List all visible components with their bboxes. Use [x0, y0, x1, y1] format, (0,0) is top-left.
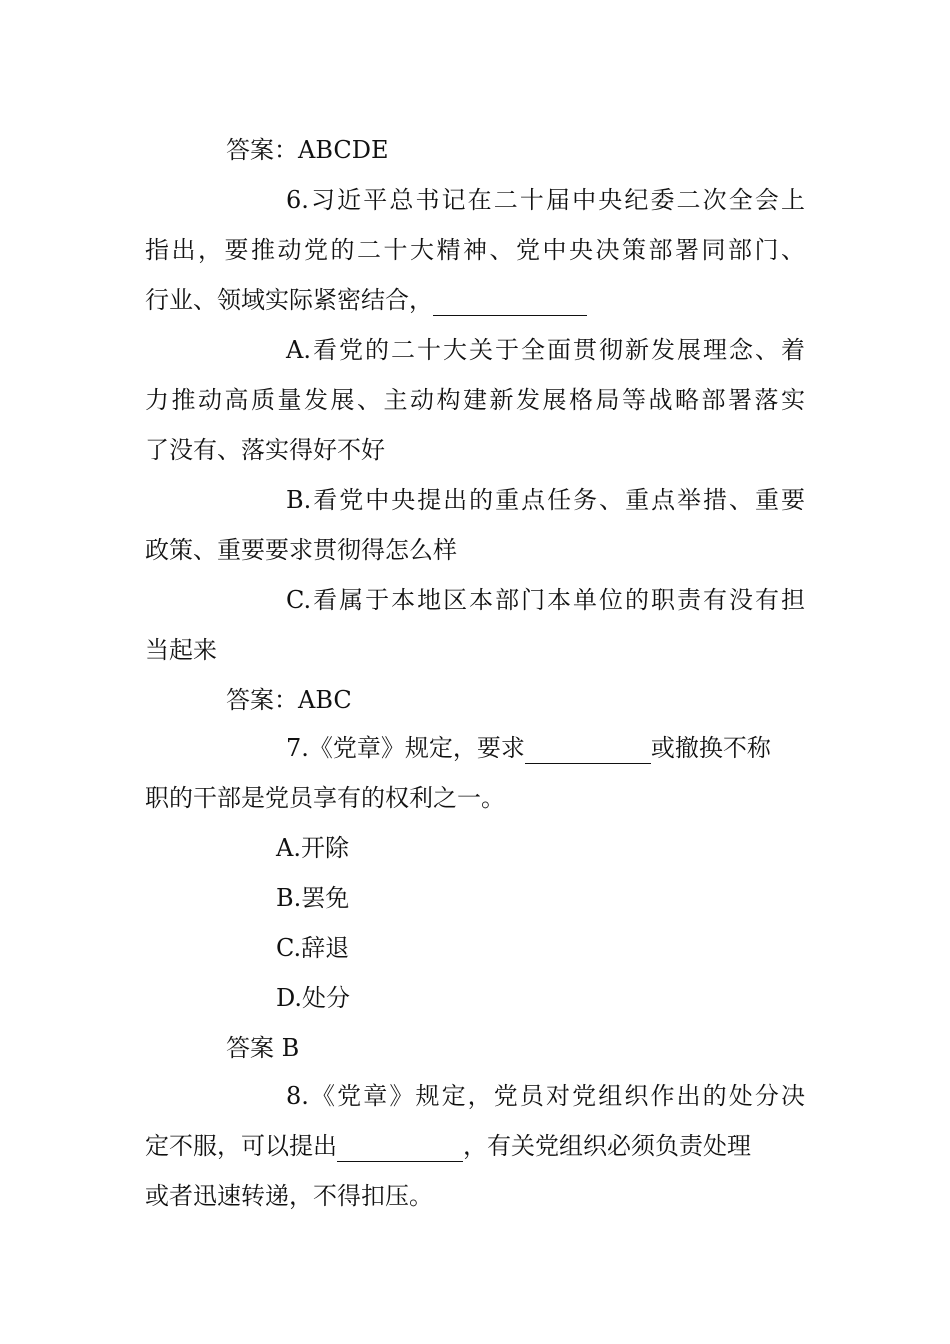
question-6-line-3 — [145, 285, 587, 316]
question-text: 《党章》规定，党员对党组织作出的处分决 — [308, 1082, 805, 1110]
question-text: 行业、领域实际紧密结合， — [145, 286, 433, 314]
question-8-line-2 — [145, 1131, 751, 1162]
option-6c-line-2: 当起来 — [145, 636, 217, 664]
option-7c: C.辞退 — [276, 934, 350, 962]
option-6a-line-3: 了没有、落实得好不好 — [145, 436, 385, 464]
option-6c-line-1: C.看属于本地区本部门本单位的职责有没有担 — [286, 586, 805, 614]
question-7-line-1 — [286, 733, 771, 764]
option-7d: D.处分 — [276, 984, 351, 1012]
question-number: 8. — [286, 1082, 309, 1110]
question-6-line-1 — [286, 185, 805, 215]
question-7-line-2: 职的干部是党员享有的权利之一。 — [145, 784, 505, 812]
question-text: ，有关党组织必须负责处理 — [463, 1132, 751, 1160]
question-8-line-3: 或者迅速转递，不得扣压。 — [145, 1182, 433, 1210]
answer-blank — [433, 285, 587, 316]
answer-6: 答案：ABC — [226, 686, 352, 714]
option-6a-line-2: 力推动高质量发展、主动构建新发展格局等战略部署落实 — [145, 386, 805, 414]
question-text: 《党章》规定，要求 — [308, 734, 525, 762]
question-number: 7. — [286, 734, 309, 762]
answer-blank — [337, 1131, 463, 1162]
question-text: 习近平总书记在二十届中央纪委二次全会上 — [308, 186, 805, 214]
question-text: 或撤换不称 — [650, 734, 771, 762]
answer-5: 答案：ABCDE — [226, 136, 389, 164]
question-8-line-1 — [286, 1081, 805, 1111]
option-7a: A.开除 — [276, 834, 349, 862]
answer-blank — [525, 733, 651, 764]
question-6-line-2: 指出，要推动党的二十大精神、党中央决策部署同部门、 — [145, 236, 805, 264]
answer-7: 答案 B — [226, 1034, 300, 1062]
option-6a-line-1: A.看党的二十大关于全面贯彻新发展理念、着 — [286, 336, 805, 364]
option-7b: B.罢免 — [276, 884, 350, 912]
question-text: 定不服，可以提出 — [145, 1132, 337, 1160]
option-6b-line-2: 政策、重要要求贯彻得怎么样 — [145, 536, 457, 564]
question-number: 6. — [286, 186, 309, 214]
option-6b-line-1: B.看党中央提出的重点任务、重点举措、重要 — [286, 486, 805, 514]
